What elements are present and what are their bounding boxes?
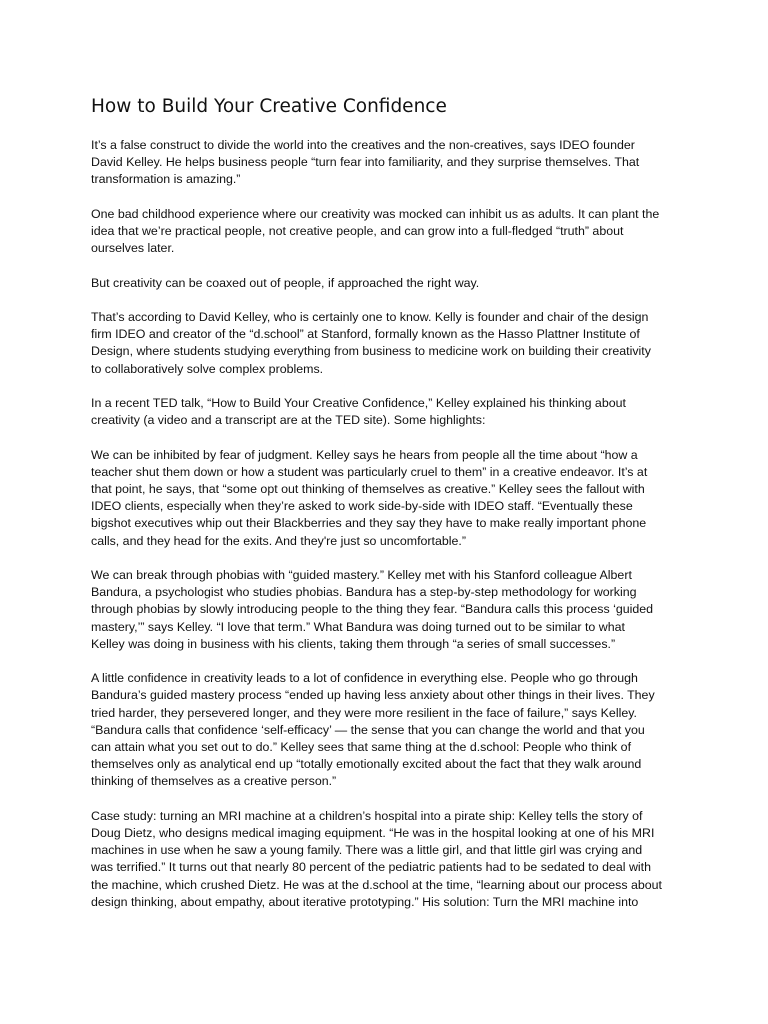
text-line: idea that we’re practical people, not creative people, and can grow into a full-fledged “truth” about [91,224,624,238]
text-line: to collaboratively solve complex problems. [91,361,324,376]
paragraph [91,808,691,911]
text-line: themselves only as analytical end up “totally emotionally excited about the fact that they walk around [91,757,642,772]
paragraph [91,567,691,653]
text-line: ourselves later. [91,241,175,256]
text-line: teacher shut them down or how a student was particularly cruel to them” in a creative endeavor. It’s at [91,464,648,479]
text-line: We can be inhibited by fear of judgment. Kelley says he hears from people all the time about “how a [91,447,638,462]
text-line: Kelley was doing in business with his clients, taking them through “a series of small successes.” [91,636,616,651]
text-line: David Kelley. He helps business people “turn fear into familiarity, and they surprise themselves. That [91,155,640,170]
text-line: design thinking, about empathy, about iterative prototyping.” His solution: Turn the MRI machine into [91,894,639,909]
paragraph [91,309,691,378]
text-line: IDEO clients, especially when they’re asked to work side-by-side with IDEO staff. “Eventually these [91,499,633,514]
text-line: Bandura, a psychologist who studies phobias. Bandura has a step-by-step methodology for working [91,585,637,600]
paragraph [91,137,691,189]
text-line: machines in use when he saw a young family. There was a little girl, and that little girl was crying and [91,843,643,858]
text-line: “Bandura calls that confidence ‘self-efficacy’ — the sense that you can change the world and that you [91,722,645,737]
text-line: firm IDEO and creator of the “d.school” at Stanford, formally known as the Hasso Plattner Institute of [91,327,640,342]
paragraph [91,275,691,292]
text-line: That’s according to David Kelley, who is certainly one to know. Kelly is founder and chair of the design [91,309,649,324]
paragraph [91,395,691,429]
text-line: through phobias by slowly introducing people to the thing they fear. “Bandura calls this process ‘guided [91,602,654,617]
text-line: In a recent TED talk, “How to Build Your Creative Confidence,” Kelley explained his thinking about [91,395,626,410]
text-line: One bad childhood experience where our creativity was mocked can inhibit us as adults. It can plant the [91,206,660,221]
text-line: It’s a false construct to divide the world into the creatives and the non-creatives, says IDEO founder [91,138,635,152]
paragraph [91,447,691,550]
text-line: transformation is amazing.” [91,172,241,187]
text-line: But creativity can be coaxed out of people, if approached the right way. [91,275,480,290]
text-line: tried harder, they persevered longer, and they were more resilient in the face of failure,” says Kelley. [91,705,637,720]
text-line: Bandura’s guided mastery process “ended up having less anxiety about other things in their lives. They [91,688,655,703]
text-line: the machine, which crushed Dietz. He was at the d.school at the time, “learning about our process about [91,877,662,892]
text-line: creativity (a video and a transcript are at the TED site). Some highlights: [91,413,486,428]
document-title: How to Build Your Creative Confidence [91,96,447,117]
text-line: Case study: turning an MRI machine at a children’s hospital into a pirate ship: Kelley tells the story of [91,808,643,823]
text-line: was terrified.” It turns out that nearly 80 percent of the pediatric patients had to be sedated to deal with [91,860,651,875]
text-line: thinking of themselves as a creative person.” [91,774,337,789]
text-line: bigshot executives whip out their Blackberries and they say they have to make really important phone [91,516,647,531]
text-line: We can break through phobias with “guided mastery.” Kelley met with his Stanford colleague Albert [91,567,632,582]
paragraph [91,670,691,790]
text-line: mastery,’” says Kelley. “I love that term.” What Bandura was doing turned out to be similar to what [91,619,625,634]
text-line: Design, where students studying everything from business to medicine work on building their creativity [91,344,651,359]
text-line: Doug Dietz, who designs medical imaging equipment. “He was in the hospital looking at one of his MRI [91,826,655,840]
text-line: can attain what you set out to do.” Kelley sees that same thing at the d.school: People who think of [91,740,632,754]
document-body [91,137,691,928]
text-line: A little confidence in creativity leads to a lot of confidence in everything else. People who go through [91,671,638,686]
text-line: calls, and they head for the exits. And they're just so uncomfortable.” [91,533,466,548]
text-line: that point, he says, that “some opt out thinking of themselves as creative.” Kelley sees the fallout with [91,481,645,496]
paragraph [91,206,691,258]
